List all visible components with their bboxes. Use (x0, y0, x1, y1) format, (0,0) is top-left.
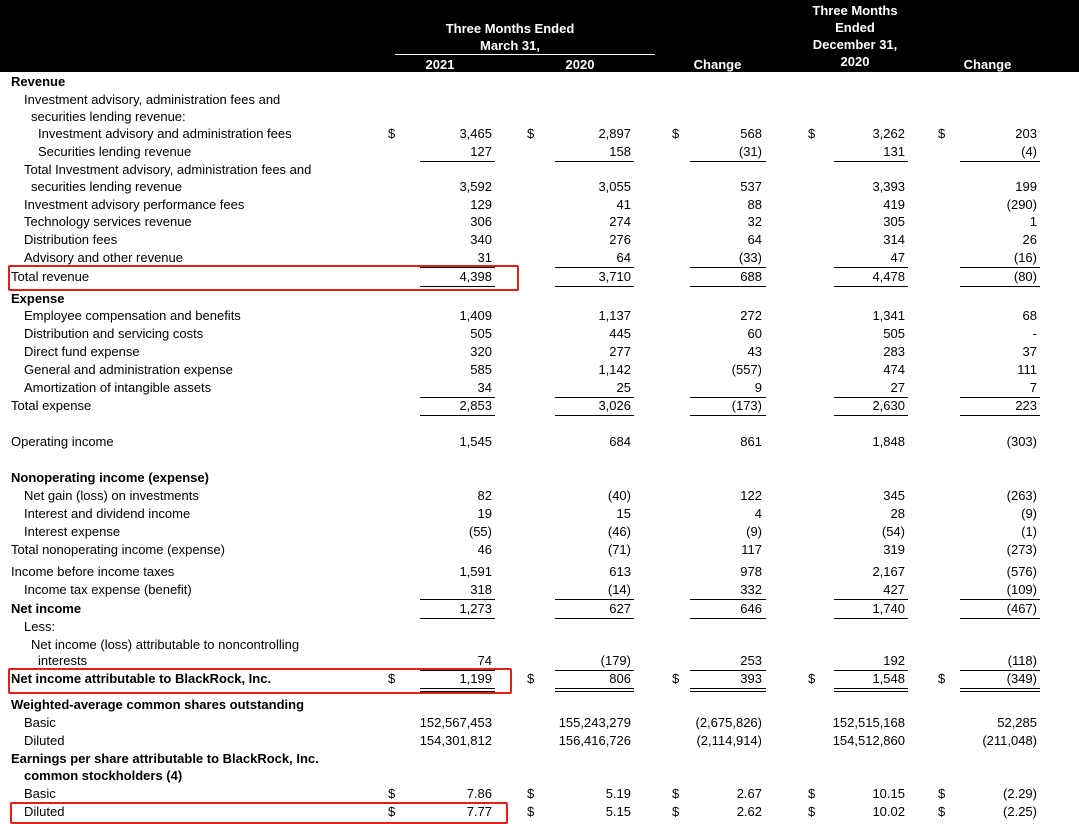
row-label: Total revenue (11, 269, 90, 284)
cell-value: (467) (1006, 601, 1037, 616)
row-label: Employee compensation and benefits (24, 308, 241, 323)
cell-value: 131 (883, 144, 905, 159)
underline-rule (555, 691, 634, 692)
row-label: Net gain (loss) on investments (24, 488, 199, 503)
cell-value: (9) (746, 524, 762, 539)
cell-value: 4,478 (872, 269, 905, 284)
highlight-box (8, 668, 512, 694)
underline-rule (834, 286, 908, 287)
cell-value: 129 (470, 197, 492, 212)
dollar-sign: $ (938, 671, 946, 686)
dollar-sign: $ (388, 804, 396, 819)
row-label: Amortization of intangible assets (24, 380, 212, 395)
underline-rule (420, 599, 495, 600)
cell-value: 688 (740, 269, 762, 284)
cell-value: 332 (740, 582, 762, 597)
cell-value: (349) (1006, 671, 1037, 686)
cell-value: 276 (609, 232, 631, 247)
cell-value: 82 (477, 488, 492, 503)
cell-value: 52,285 (997, 715, 1037, 730)
cell-value: 192 (883, 653, 905, 668)
row-label: Total nonoperating income (expense) (11, 542, 225, 557)
cell-value: 3,465 (459, 126, 492, 141)
row-label: Net income attributable to BlackRock, Inc. (11, 671, 272, 686)
cell-value: 7.86 (466, 786, 492, 801)
cell-value: 203 (1015, 126, 1037, 141)
underline-rule (834, 691, 908, 692)
dollar-sign: $ (388, 671, 396, 686)
cell-value: 427 (883, 582, 905, 597)
cell-value: 1,199 (459, 671, 492, 686)
cell-value: 568 (740, 126, 762, 141)
row-label: Net income (11, 601, 82, 616)
row-label: Investment advisory, administration fees and (24, 92, 281, 107)
underline-rule (555, 161, 634, 162)
underline-rule (420, 415, 495, 416)
row-label: Investment advisory and administration fees (38, 126, 292, 141)
row-label: Earnings per share attributable to BlackRock, Inc. (11, 751, 319, 766)
highlight-box (8, 265, 519, 291)
cell-value: 253 (740, 653, 762, 668)
cell-value: 223 (1015, 398, 1037, 413)
cell-value: (2.29) (1003, 786, 1037, 801)
cell-value: 2.67 (736, 786, 762, 801)
cell-value: 861 (740, 434, 762, 449)
row-label: Income tax expense (benefit) (24, 582, 192, 597)
cell-value: 684 (609, 434, 631, 449)
cell-value: 3,262 (872, 126, 905, 141)
cell-value: 314 (883, 232, 905, 247)
cell-value: 978 (740, 564, 762, 579)
header-col-change: Change (693, 57, 742, 72)
cell-value: (46) (607, 524, 631, 539)
row-label: Total expense (11, 398, 92, 413)
cell-value: 306 (470, 214, 492, 229)
row-label: interests (38, 653, 88, 668)
cell-value: 3,055 (598, 179, 631, 194)
underline-rule (960, 618, 1040, 619)
cell-value: (173) (731, 398, 762, 413)
underline-rule (420, 161, 495, 162)
row-label: Investment advisory performance fees (24, 197, 245, 212)
cell-value: 393 (740, 671, 762, 686)
row-label: Securities lending revenue (38, 144, 192, 159)
cell-value: (118) (1007, 653, 1037, 668)
cell-value: 7 (1029, 380, 1037, 395)
cell-value: - (1032, 326, 1037, 341)
underline-rule (555, 618, 634, 619)
underline-rule (960, 688, 1040, 689)
cell-value: 64 (616, 250, 631, 265)
dollar-sign: $ (527, 786, 535, 801)
underline-rule (834, 688, 908, 689)
cell-value: 3,710 (598, 269, 631, 284)
header-col-2021: 2021 (425, 57, 455, 72)
dollar-sign: $ (672, 804, 680, 819)
cell-value: 318 (470, 582, 492, 597)
row-label: Diluted (24, 804, 65, 819)
underline-rule (690, 161, 766, 162)
dollar-sign: $ (388, 126, 396, 141)
row-label: common stockholders (4) (24, 768, 183, 783)
cell-value: 27 (890, 380, 905, 395)
underline-rule (960, 691, 1040, 692)
cell-value: 15 (616, 506, 631, 521)
dollar-sign: $ (938, 786, 946, 801)
cell-value: 277 (609, 344, 631, 359)
dollar-sign: $ (388, 786, 396, 801)
header-group-three-months-march: Three Months Ended March 31, (445, 21, 575, 53)
cell-value: 445 (609, 326, 631, 341)
row-label: Basic (24, 715, 56, 730)
cell-value: 1,137 (598, 308, 631, 323)
dollar-sign: $ (808, 786, 816, 801)
cell-value: 585 (470, 362, 492, 377)
cell-value: (16) (1013, 250, 1037, 265)
cell-value: 505 (470, 326, 492, 341)
cell-value: 305 (883, 214, 905, 229)
cell-value: (557) (731, 362, 762, 377)
dollar-sign: $ (808, 804, 816, 819)
cell-value: (179) (600, 653, 631, 668)
cell-value: (1) (1021, 524, 1037, 539)
dollar-sign: $ (672, 786, 680, 801)
row-label: securities lending revenue (31, 179, 183, 194)
cell-value: 474 (883, 362, 905, 377)
cell-value: 68 (1022, 308, 1037, 323)
cell-value: 627 (609, 601, 631, 616)
cell-value: (273) (1006, 542, 1037, 557)
row-label: Income before income taxes (11, 564, 175, 579)
cell-value: 5.19 (605, 786, 631, 801)
cell-value: (4) (1021, 144, 1037, 159)
underline-rule (960, 286, 1040, 287)
cell-value: (2,114,914) (696, 733, 762, 748)
underline-rule (690, 267, 766, 268)
dollar-sign: $ (672, 126, 680, 141)
row-label: Expense (11, 291, 65, 306)
cell-value: 613 (609, 564, 631, 579)
cell-value: 155,243,279 (558, 715, 631, 730)
row-label: Nonoperating income (expense) (11, 470, 209, 485)
cell-value: 319 (883, 542, 905, 557)
cell-value: 2,853 (459, 398, 492, 413)
cell-value: 154,512,860 (832, 733, 905, 748)
cell-value: 111 (1017, 362, 1037, 377)
dollar-sign: $ (527, 126, 535, 141)
cell-value: 10.02 (872, 804, 905, 819)
cell-value: 1,591 (459, 564, 492, 579)
underline-rule (690, 599, 766, 600)
cell-value: (109) (1006, 582, 1037, 597)
row-label: Distribution and servicing costs (24, 326, 204, 341)
underline-rule (960, 415, 1040, 416)
cell-value: 127 (470, 144, 492, 159)
cell-value: 64 (747, 232, 762, 247)
cell-value: (31) (738, 144, 762, 159)
row-label: Less: (24, 619, 56, 634)
cell-value: 152,567,453 (419, 715, 492, 730)
cell-value: 1,848 (872, 434, 905, 449)
cell-value: (211,048) (982, 733, 1037, 748)
cell-value: 28 (890, 506, 905, 521)
cell-value: 4,398 (459, 269, 492, 284)
row-label: Weighted-average common shares outstanding (11, 697, 305, 712)
cell-value: 320 (470, 344, 492, 359)
cell-value: 26 (1022, 232, 1037, 247)
table-header (0, 0, 1079, 72)
underline-rule (690, 691, 766, 692)
cell-value: 117 (741, 542, 762, 557)
row-label: Distribution fees (24, 232, 118, 247)
row-label: Technology services revenue (24, 214, 192, 229)
cell-value: 283 (883, 344, 905, 359)
row-label: Total Investment advisory, administration fees and (24, 162, 312, 177)
underline-rule (690, 618, 766, 619)
cell-value: (14) (607, 582, 631, 597)
underline-rule (555, 688, 634, 689)
dollar-sign: $ (938, 126, 946, 141)
dollar-sign: $ (808, 126, 816, 141)
underline-rule (555, 267, 634, 268)
cell-value: 1,341 (872, 308, 905, 323)
cell-value: 505 (883, 326, 905, 341)
row-label: Diluted (24, 733, 65, 748)
cell-value: 19 (477, 506, 492, 521)
cell-value: 154,301,812 (419, 733, 492, 748)
dollar-sign: $ (527, 804, 535, 819)
underline-rule (555, 415, 634, 416)
cell-value: 158 (609, 144, 631, 159)
cell-value: 3,393 (872, 179, 905, 194)
cell-value: 60 (747, 326, 762, 341)
cell-value: 537 (740, 179, 762, 194)
row-label: Basic (24, 786, 56, 801)
cell-value: 37 (1022, 344, 1037, 359)
underline-rule (834, 618, 908, 619)
row-label: Interest and dividend income (24, 506, 191, 521)
cell-value: (576) (1006, 564, 1037, 579)
cell-value: 41 (616, 197, 631, 212)
cell-value: (55) (468, 524, 492, 539)
row-label: Operating income (11, 434, 114, 449)
cell-value: 2,167 (872, 564, 905, 579)
cell-value: 340 (470, 232, 492, 247)
cell-value: 32 (747, 214, 762, 229)
cell-value: 2,630 (872, 398, 905, 413)
cell-value: 1,142 (598, 362, 631, 377)
cell-value: 4 (754, 506, 762, 521)
cell-value: 3,592 (459, 179, 492, 194)
cell-value: 272 (740, 308, 762, 323)
cell-value: 1,409 (459, 308, 492, 323)
cell-value: 1 (1029, 214, 1037, 229)
row-label: General and administration expense (24, 362, 233, 377)
cell-value: 274 (609, 214, 631, 229)
cell-value: 31 (477, 250, 492, 265)
cell-value: (9) (1021, 506, 1037, 521)
cell-value: 2,897 (598, 126, 631, 141)
cell-value: 806 (609, 671, 631, 686)
cell-value: 5.15 (605, 804, 631, 819)
cell-value: 419 (883, 197, 905, 212)
highlight-box (10, 802, 508, 824)
underline-rule (834, 267, 908, 268)
cell-value: 9 (754, 380, 762, 395)
underline-rule (690, 688, 766, 689)
underline-rule (555, 599, 634, 600)
underline-rule (834, 415, 908, 416)
cell-value: 34 (477, 380, 492, 395)
underline-rule (690, 415, 766, 416)
cell-value: 88 (747, 197, 762, 212)
underline-rule (960, 599, 1040, 600)
underline-rule (960, 267, 1040, 268)
cell-value: 122 (740, 488, 762, 503)
row-label: Net income (loss) attributable to noncontrolling (31, 637, 300, 652)
underline-rule (834, 161, 908, 162)
row-label: Direct fund expense (24, 344, 140, 359)
cell-value: 1,740 (872, 601, 905, 616)
header-col-change-2: Change (963, 57, 1012, 72)
underline-rule (960, 161, 1040, 162)
underline-rule (420, 618, 495, 619)
cell-value: 46 (477, 542, 492, 557)
dollar-sign: $ (527, 671, 535, 686)
cell-value: 74 (477, 653, 492, 668)
cell-value: (40) (607, 488, 631, 503)
dollar-sign: $ (808, 671, 816, 686)
cell-value: 345 (883, 488, 905, 503)
cell-value: 3,026 (598, 398, 631, 413)
cell-value: 1,545 (459, 434, 492, 449)
cell-value: 646 (740, 601, 762, 616)
cell-value: 25 (616, 380, 631, 395)
dollar-sign: $ (938, 804, 946, 819)
cell-value: 1,548 (872, 671, 905, 686)
cell-value: (263) (1006, 488, 1037, 503)
cell-value: (303) (1006, 434, 1037, 449)
cell-value: (2,675,826) (695, 715, 762, 730)
cell-value: (33) (738, 250, 762, 265)
row-label: securities lending revenue: (31, 109, 186, 124)
underline-rule (690, 286, 766, 287)
cell-value: 7.77 (466, 804, 492, 819)
cell-value: 199 (1015, 179, 1037, 194)
cell-value: (71) (607, 542, 631, 557)
underline-rule (834, 599, 908, 600)
cell-value: 43 (747, 344, 762, 359)
header-col-2020: 2020 (565, 57, 595, 72)
cell-value: 152,515,168 (832, 715, 905, 730)
cell-value: 2.62 (736, 804, 762, 819)
cell-value: 10.15 (872, 786, 905, 801)
row-label: Advisory and other revenue (24, 250, 183, 265)
cell-value: 156,416,726 (558, 733, 631, 748)
header-group-three-months-december: Three Months Ended December 31, 2020 (812, 3, 898, 69)
cell-value: (80) (1013, 269, 1037, 284)
cell-value: (54) (881, 524, 905, 539)
cell-value: 1,273 (459, 601, 492, 616)
cell-value: (2.25) (1003, 804, 1037, 819)
dollar-sign: $ (672, 671, 680, 686)
row-label: Revenue (11, 74, 66, 89)
cell-value: (290) (1006, 197, 1037, 212)
cell-value: 47 (890, 250, 905, 265)
row-label: Interest expense (24, 524, 121, 539)
underline-rule (555, 286, 634, 287)
